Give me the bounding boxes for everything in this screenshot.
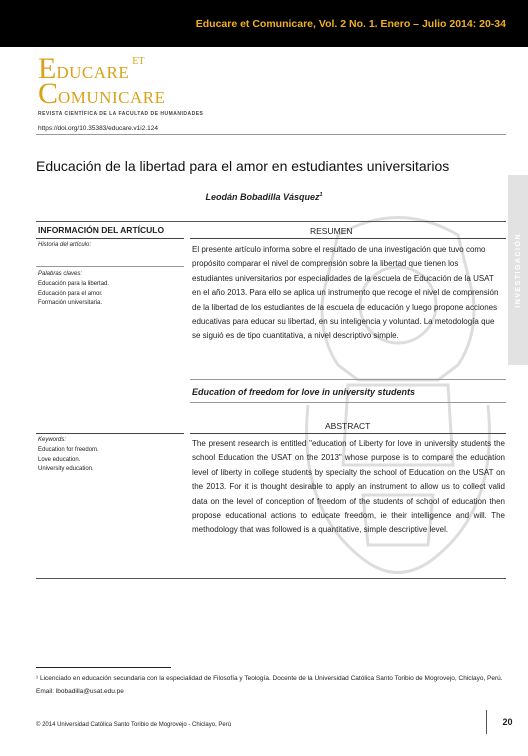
article-title: Educación de la libertad para el amor en estudiantes universitarios — [36, 158, 450, 174]
abstract-text: The present research is entitled "education of Liberty for love in university students the school Education the USAT on the 2013" whose purpose is to compare the education level of liberty in college students by specialty the school of Education on the USAT on the 2013. For it is thought desirable to apply an instrument to allow us to collect valid data on the level of conception of freedom of the students of school of education then propose educational actions to educate freedom, ie their intelligence and will. The methodology that was followed is a quantitative, simple descriptive level. — [192, 439, 505, 535]
logo-word-educare: DUCARE — [56, 63, 130, 82]
article-author — [0, 192, 528, 202]
keywords-en-list — [38, 446, 99, 475]
english-title-rule-top — [190, 379, 506, 380]
journal-reference: Educare et Comunicare, Vol. 2 No. 1. Enero – Julio 2014: 20-34 — [195, 17, 506, 30]
doi-link[interactable]: https://doi.org/10.35383/educare.v1i2.124 — [38, 125, 158, 132]
logo-word-et: ET — [132, 56, 145, 67]
page-number: 20 — [502, 717, 513, 727]
keyword-en-item: University education. — [38, 466, 94, 472]
abstract-heading: ABSTRACT — [325, 421, 371, 431]
resumen-text: El presente artículo informa sobre el resultado de una investigación que tuvo como propósito comparar el nivel de comprensión sobre la libertad que tienen los estudiantes universitarios por especialidades de la escuela de Educación de la USAT en el año 2013. Para ello se aplica un instrumento que recoge el nivel de comprensión de la libertad de los estudiantes de la escuela de educación y luego propone acciones educativas para educar su libertad, en su inteligencia y voluntad. La metodología que se siguió es de tipo cuantitativa, a nivel descriptivo simple. — [192, 245, 499, 341]
journal-header-bar — [0, 0, 528, 47]
abstract-heading-rule — [190, 433, 506, 434]
copyright-notice: © 2014 Universidad Católica Santo Toribio de Mogrovejo - Chiclayo, Perú — [36, 722, 232, 728]
section-divider-top — [36, 221, 506, 222]
section-divider-bottom — [36, 578, 506, 579]
resumen-heading: RESUMEN — [310, 226, 353, 236]
keyword-item: Formación universitaria. — [38, 300, 103, 306]
logo-subtitle: REVISTA CIENTÍFICA DE LA FACULTAD DE HUMANIDADES — [38, 111, 204, 117]
english-title: Education of freedom for love in university students — [192, 387, 416, 397]
section-label: INVESTIGACIÓN — [514, 232, 522, 308]
author-footnote: ¹ Licenciado en educación secundaria con la especialidad de Filosofía y Teología. Docente de la Universidad Católica Santo Toribio de Mogrovejo, Chiclayo, Perú. Email: lbobadilla@usat.edu.pe — [36, 675, 503, 695]
english-title-rule-bottom — [190, 402, 506, 403]
footnote-rule — [36, 667, 171, 668]
keyword-item: Educación para la libertad. — [38, 281, 110, 287]
keyword-en-item: Love education. — [38, 456, 81, 463]
info-separator — [36, 266, 184, 267]
resumen-heading-rule — [190, 238, 506, 239]
author-footnote-mark: 1 — [319, 192, 323, 198]
keywords-list — [38, 280, 109, 309]
author-name: Leodán Bobadilla Vásquez — [205, 192, 320, 202]
page-number-box — [486, 710, 528, 734]
journal-logo — [38, 54, 288, 117]
keywords-en-label: Keywords: — [38, 437, 67, 443]
logo-word-comunicare: OMUNICARE — [58, 88, 166, 107]
info-heading-rule — [36, 238, 184, 239]
keywords-label: Palabras claves: — [38, 271, 83, 277]
keyword-en-item: Education for freedom. — [38, 447, 99, 453]
history-label: Historia del artículo: — [38, 242, 92, 248]
keyword-item: Educación para el amor. — [38, 290, 103, 297]
logo-initial-e: E — [38, 52, 57, 85]
logo-initial-c: C — [38, 77, 59, 110]
doi-divider — [36, 134, 506, 135]
article-info-heading: INFORMACIÓN DEL ARTÍCULO — [38, 225, 165, 235]
keywords-en-rule — [36, 433, 184, 434]
